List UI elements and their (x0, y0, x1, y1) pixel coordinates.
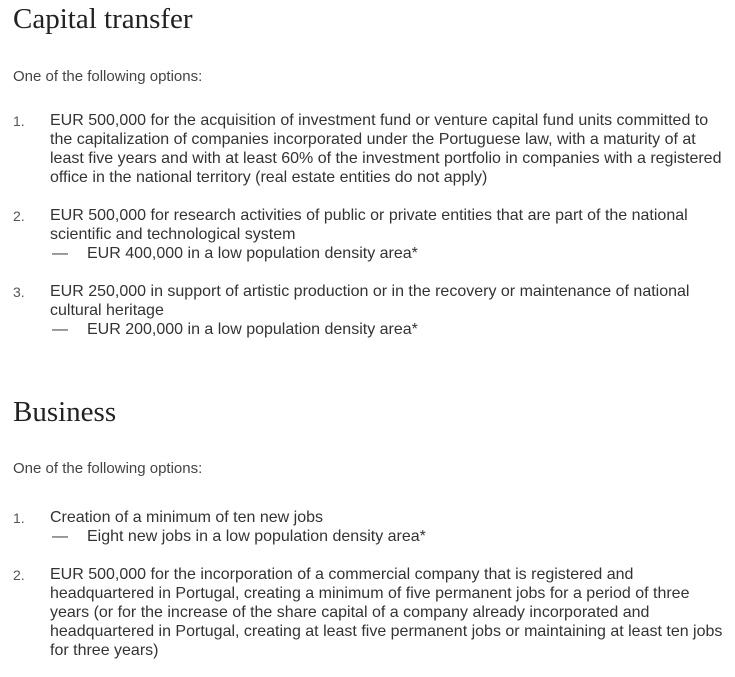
list-item (13, 111, 723, 187)
capital-transfer-list (13, 111, 723, 339)
em-dash: — (52, 528, 68, 545)
list-item (13, 565, 723, 660)
list-item-text: EUR 500,000 for research activities of public or private entities that are part of the national scientific and technological system (50, 207, 688, 243)
business-section (13, 395, 723, 660)
list-item-text: EUR 250,000 in support of artistic production or in the recovery or maintenance of national cultural heritage (50, 283, 690, 319)
list-item-number: 1. (13, 510, 25, 526)
em-dash: — (52, 321, 68, 338)
list-item-text: EUR 500,000 for the incorporation of a commercial company that is registered and headquartered in Portugal, creating a minimum of five permanent jobs for a period of three years (or for the increase of the share capital of a company already incorporated and headquartered in Portugal, creating at least five permanent jobs or maintaining at least ten jobs for three years) (50, 566, 723, 659)
business-intro: One of the following options: (13, 460, 203, 477)
capital-transfer-heading: Capital transfer (13, 3, 193, 35)
list-item (13, 508, 723, 546)
list-sub-item (50, 244, 723, 263)
list-item-text: Creation of a minimum of ten new jobs (50, 509, 324, 526)
list-sub-item (50, 527, 723, 546)
business-heading: Business (13, 396, 117, 428)
list-sub-item-text: Eight new jobs in a low population density area* (87, 528, 426, 545)
list-item-number: 3. (13, 284, 25, 300)
list-item (13, 206, 723, 263)
capital-transfer-section (13, 2, 723, 339)
list-item (13, 282, 723, 339)
em-dash: — (52, 245, 68, 262)
list-sub-item (50, 320, 723, 339)
list-item-number: 2. (13, 567, 25, 583)
list-sub-item-text: EUR 400,000 in a low population density area* (87, 245, 418, 262)
list-item-number: 2. (13, 208, 25, 224)
list-item-number: 1. (13, 113, 25, 129)
business-list (13, 508, 723, 660)
list-sub-item-text: EUR 200,000 in a low population density area* (87, 321, 418, 338)
capital-transfer-intro: One of the following options: (13, 68, 203, 85)
list-item-text: EUR 500,000 for the acquisition of investment fund or venture capital fund units committed to the capitalization of companies incorporated under the Portuguese law, with a maturity of at least five years and with at least 60% of the investment portfolio in companies with a registered office in the national territory (real estate entities do not apply) (50, 112, 722, 186)
